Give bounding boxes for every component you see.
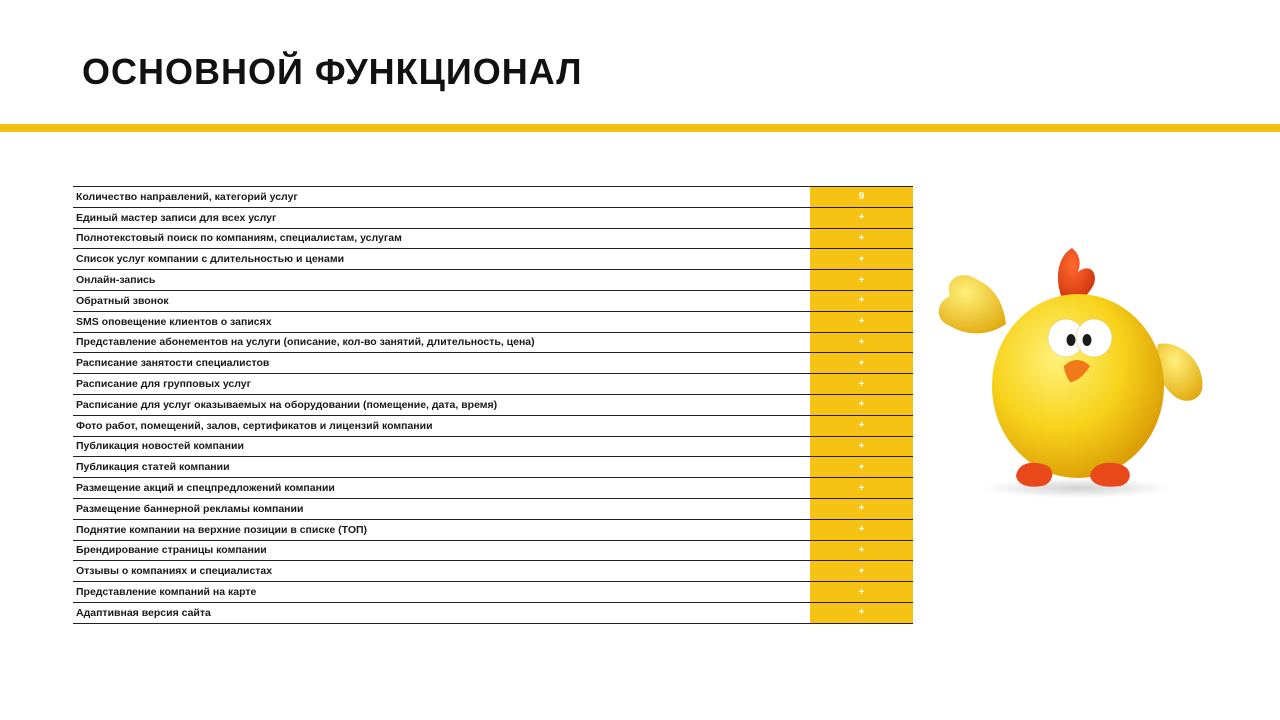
table-row — [73, 249, 913, 270]
feature-value: + — [810, 457, 913, 478]
table-row — [73, 415, 913, 436]
feature-name: Расписание для групповых услуг — [73, 374, 810, 395]
feature-value: + — [810, 602, 913, 623]
table-row — [73, 540, 913, 561]
feature-name: Представление компаний на карте — [73, 582, 810, 603]
feature-name: Обратный звонок — [73, 290, 810, 311]
table-row — [73, 270, 913, 291]
table-row — [73, 290, 913, 311]
feature-value: + — [810, 311, 913, 332]
table-row — [73, 561, 913, 582]
feature-name: Отзывы о компаниях и специалистах — [73, 561, 810, 582]
feature-name: Расписание для услуг оказываемых на оборудовании (помещение, дата, время) — [73, 394, 810, 415]
table-row — [73, 457, 913, 478]
feature-table — [73, 186, 913, 624]
table-row — [73, 374, 913, 395]
feature-value: + — [810, 394, 913, 415]
page-title: ОСНОВНОЙ ФУНКЦИОНАЛ — [82, 51, 583, 92]
feature-value: + — [810, 270, 913, 291]
feature-value: + — [810, 290, 913, 311]
feature-value: + — [810, 478, 913, 499]
table-row — [73, 582, 913, 603]
feature-name: SMS оповещение клиентов о записях — [73, 311, 810, 332]
feature-value: + — [810, 498, 913, 519]
feature-value: + — [810, 436, 913, 457]
feature-name: Публикация статей компании — [73, 457, 810, 478]
feature-value: + — [810, 561, 913, 582]
feature-value: + — [810, 582, 913, 603]
feature-name: Фото работ, помещений, залов, сертификатов и лицензий компании — [73, 415, 810, 436]
table-row — [73, 207, 913, 228]
feature-name: Размещение акций и спецпредложений компании — [73, 478, 810, 499]
feature-value: + — [810, 353, 913, 374]
feature-value: + — [810, 332, 913, 353]
table-row — [73, 498, 913, 519]
table-row — [73, 519, 913, 540]
feature-value: + — [810, 228, 913, 249]
table-row — [73, 228, 913, 249]
feature-value: 9 — [810, 187, 913, 208]
feature-name: Онлайн-запись — [73, 270, 810, 291]
table-row — [73, 436, 913, 457]
feature-name: Количество направлений, категорий услуг — [73, 187, 810, 208]
table-row — [73, 187, 913, 208]
feature-name: Поднятие компании на верхние позиции в списке (ТОП) — [73, 519, 810, 540]
table-row — [73, 332, 913, 353]
feature-name: Адаптивная версия сайта — [73, 602, 810, 623]
feature-name: Представление абонементов на услуги (описание, кол-во занятий, длительность, цена) — [73, 332, 810, 353]
feature-name: Список услуг компании с длительностью и ценами — [73, 249, 810, 270]
feature-value: + — [810, 415, 913, 436]
feature-name: Брендирование страницы компании — [73, 540, 810, 561]
feature-value: + — [810, 249, 913, 270]
chick-mascot-icon — [930, 240, 1210, 500]
feature-name: Полнотекстовый поиск по компаниям, специалистам, услугам — [73, 228, 810, 249]
feature-value: + — [810, 519, 913, 540]
accent-divider — [0, 124, 1280, 132]
feature-name: Расписание занятости специалистов — [73, 353, 810, 374]
feature-value: + — [810, 207, 913, 228]
feature-name: Единый мастер записи для всех услуг — [73, 207, 810, 228]
table-row — [73, 602, 913, 623]
table-row — [73, 478, 913, 499]
feature-name: Размещение баннерной рекламы компании — [73, 498, 810, 519]
table-row — [73, 353, 913, 374]
feature-value: + — [810, 540, 913, 561]
feature-value: + — [810, 374, 913, 395]
feature-name: Публикация новостей компании — [73, 436, 810, 457]
table-row — [73, 311, 913, 332]
table-row — [73, 394, 913, 415]
